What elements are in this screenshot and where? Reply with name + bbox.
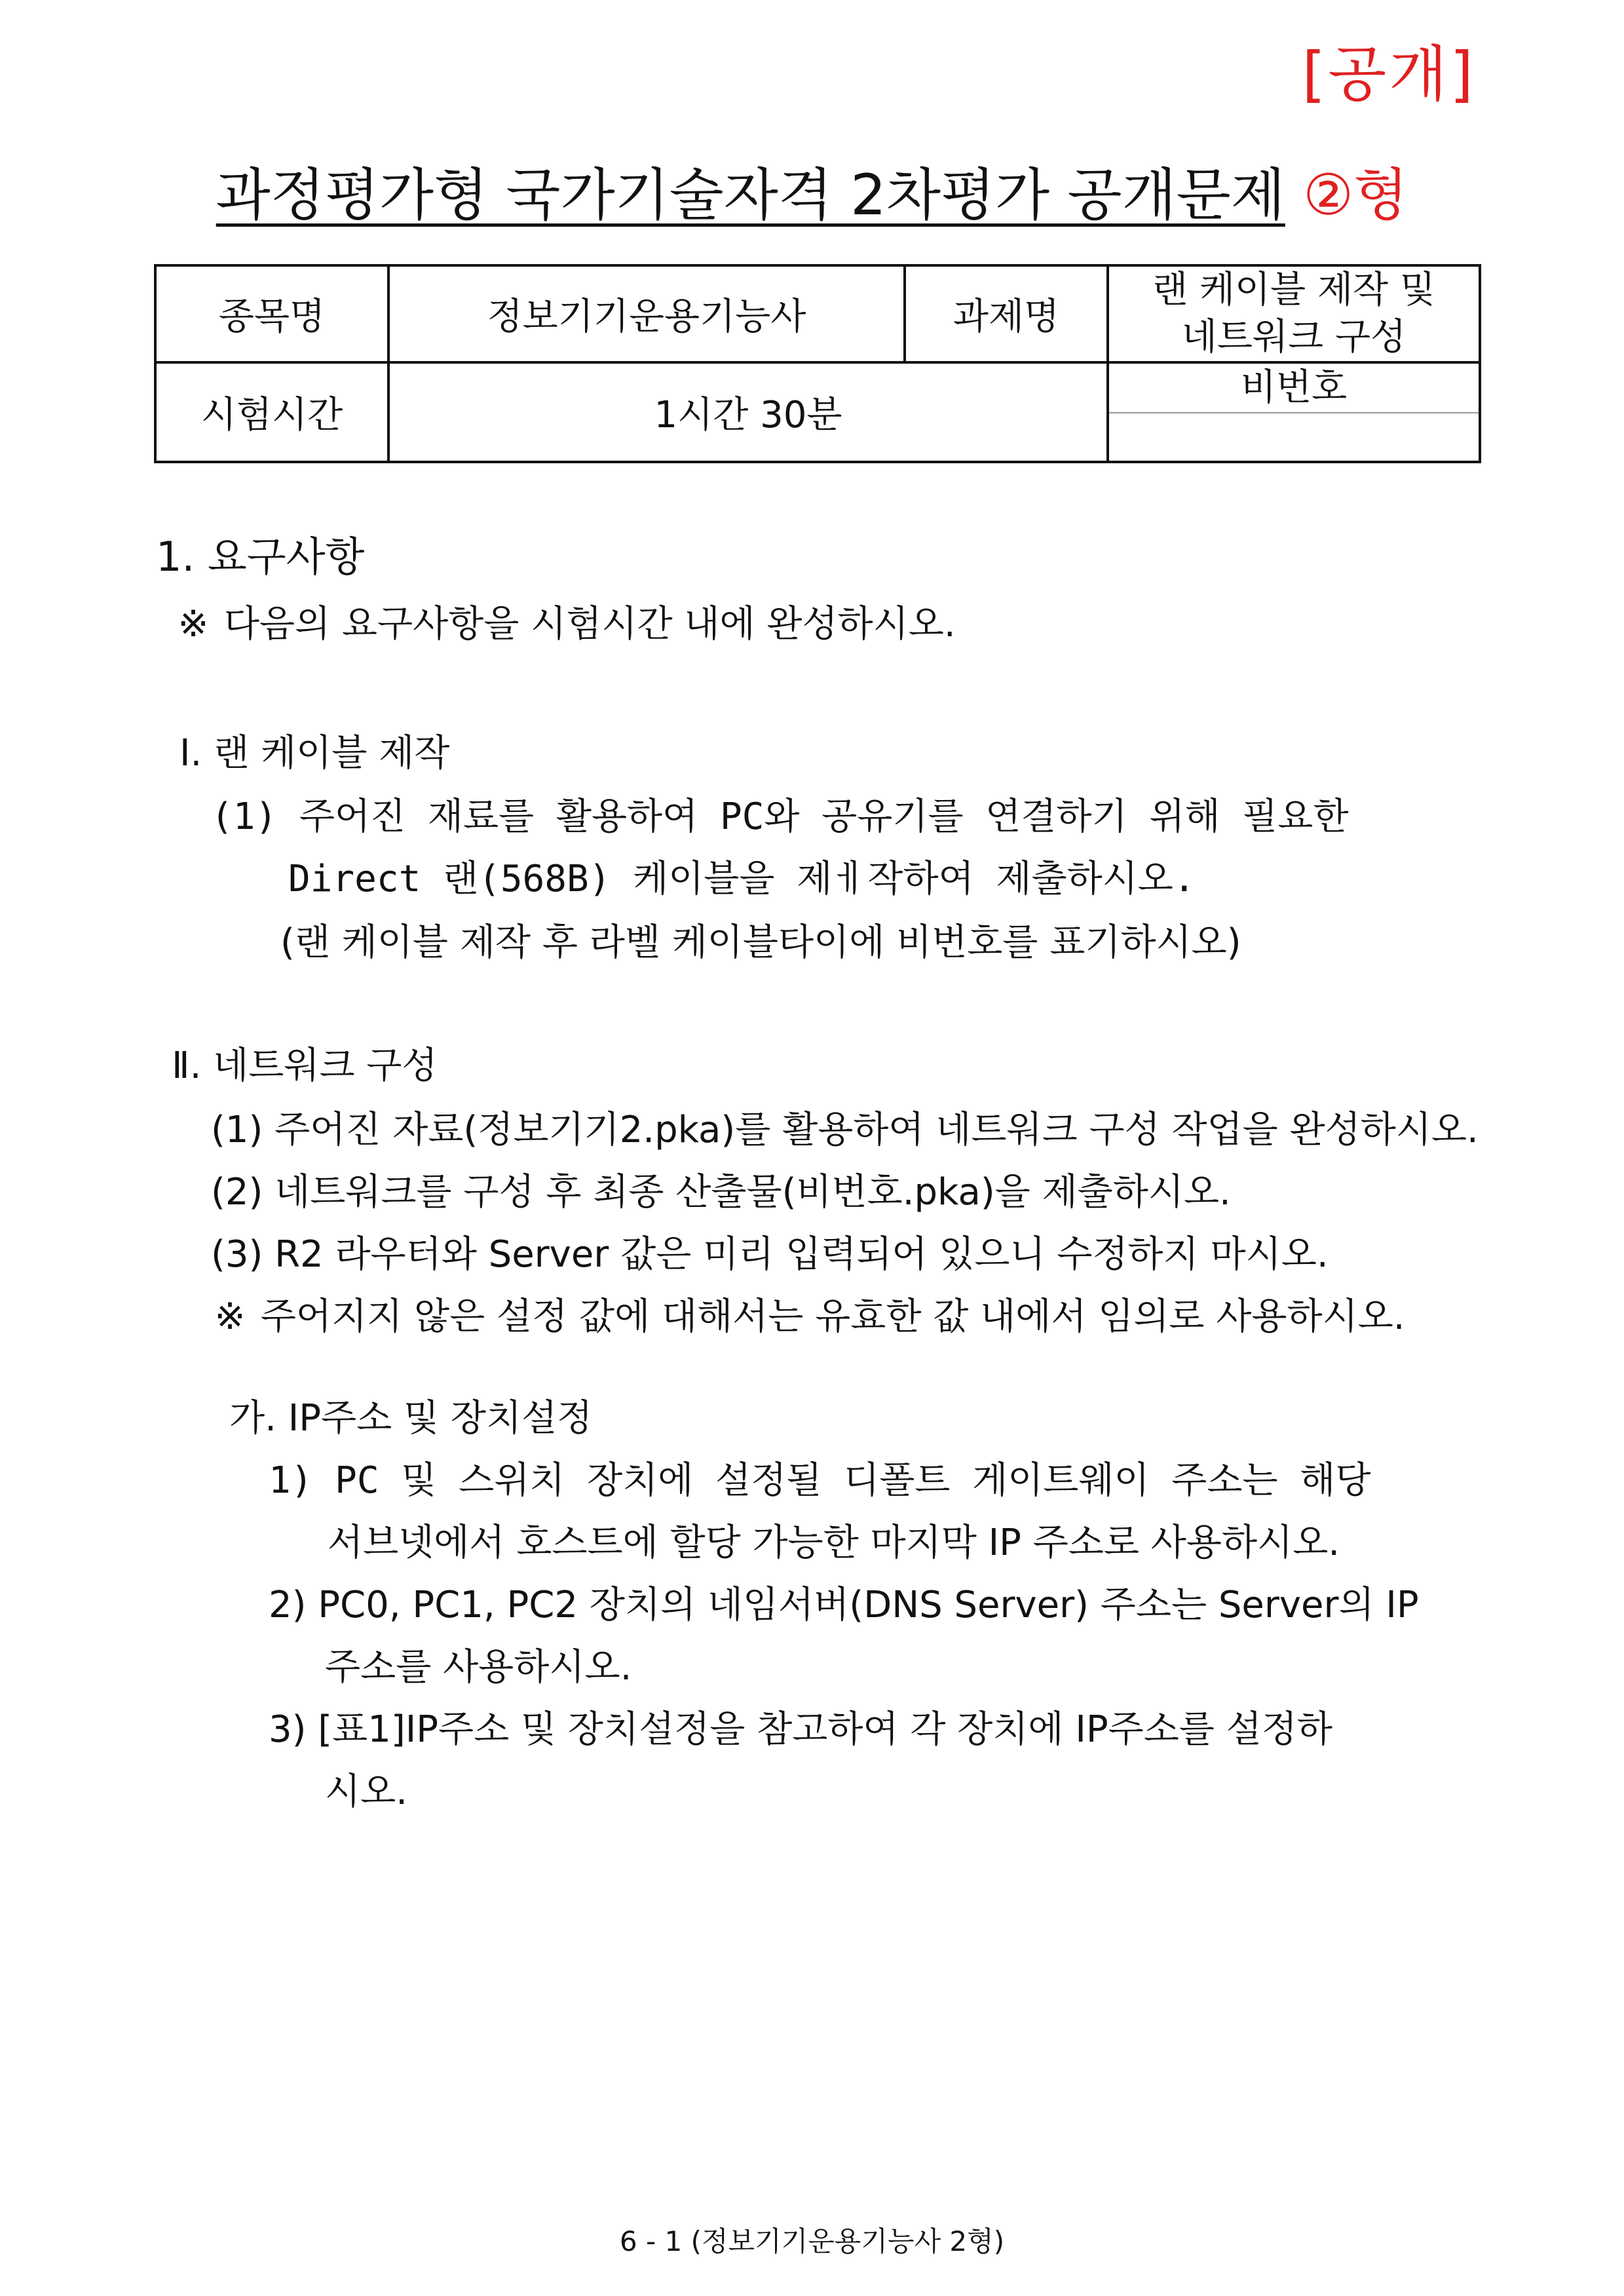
title-main: 과정평가형 국가기술자격 2차평가 공개문제 (216, 163, 1285, 228)
section1-heading: 1. 요구사항 (156, 533, 365, 581)
task-value (1108, 265, 1480, 362)
title-suffix: ②형 (1303, 163, 1408, 228)
time-label: 시험시간 (155, 362, 388, 462)
section1-note-text: 다음의 요구사항을 시험시간 내에 완성하시오. (223, 603, 956, 645)
info-table (154, 264, 1481, 463)
part1-heading: Ⅰ. 랜 케이블 제작 (179, 732, 450, 775)
ga-item3-line2: 시오. (325, 1770, 407, 1813)
secret-number-label: 비번호 (1109, 364, 1479, 413)
subsection-ga-heading: 가. IP주소 및 장치설정 (229, 1397, 593, 1440)
part2-note (211, 1288, 1405, 1340)
secret-number-cell (1108, 362, 1480, 462)
subject-label: 종목명 (155, 265, 388, 362)
part2-note-text: 주어지지 않은 설정 값에 대해서는 유효한 값 내에서 임의로 사용하시오. (260, 1295, 1405, 1338)
task-value-line1: 랜 케이블 제작 및 (1152, 269, 1436, 311)
part2-heading: Ⅱ. 네트워크 구성 (172, 1044, 438, 1087)
task-label: 과제명 (905, 265, 1108, 362)
ga-item2-line1: 2) PC0, PC1, PC2 장치의 네임서버(DNS Server) 주소는 Server의 IP (269, 1584, 1419, 1626)
public-badge: [공개] (1302, 39, 1476, 109)
part2-item2: (2) 네트워크를 구성 후 최종 산출물(비번호.pka)을 제출하시오. (211, 1171, 1231, 1214)
ga-item3-line1: 3) [표1]IP주소 및 장치설정을 참고하여 각 장치에 IP주소를 설정하 (269, 1708, 1332, 1751)
part1-item1-line2: Direct 랜(568B) 케이블을 제ㅔ작하여 제출하시오. (288, 858, 1196, 900)
ga-item2-line2: 주소를 사용하시오. (325, 1646, 632, 1689)
page-footer: 6 - 1 (정보기기운용기능사 2형) (619, 2225, 1005, 2257)
part1-item1-line1: (1) 주어진 재료를 활용하여 PC와 공유기를 연결하기 위해 필요한 (211, 795, 1349, 838)
part2-item1: (1) 주어진 자료(정보기기2.pka)를 활용하여 네트워크 구성 작업을 완성하시오. (211, 1109, 1479, 1151)
note-mark-icon: ※ (178, 603, 209, 645)
ga-item1-line2: 서브넷에서 호스트에 할당 가능한 마지막 IP 주소로 사용하시오. (328, 1521, 1340, 1564)
task-value-line2: 네트워크 구성 (1181, 316, 1407, 358)
ga-item1-line1: 1) PC 및 스위치 장치에 설정될 디폴트 게이트웨이 주소는 해당 (269, 1459, 1371, 1502)
part1-item1-line3: (랜 케이블 제작 후 라벨 케이블타이에 비번호를 표기하시오) (280, 921, 1241, 964)
time-value: 1시간 30분 (388, 362, 1108, 462)
section1-note (174, 595, 956, 647)
subject-value: 정보기기운용기능사 (388, 265, 905, 362)
part2-item3: (3) R2 라우터와 Server 값은 미리 입력되어 있으니 수정하지 마시오. (211, 1233, 1329, 1276)
page-title (0, 149, 1624, 231)
note-mark-icon: ※ (214, 1295, 246, 1338)
secret-number-value (1109, 413, 1479, 461)
